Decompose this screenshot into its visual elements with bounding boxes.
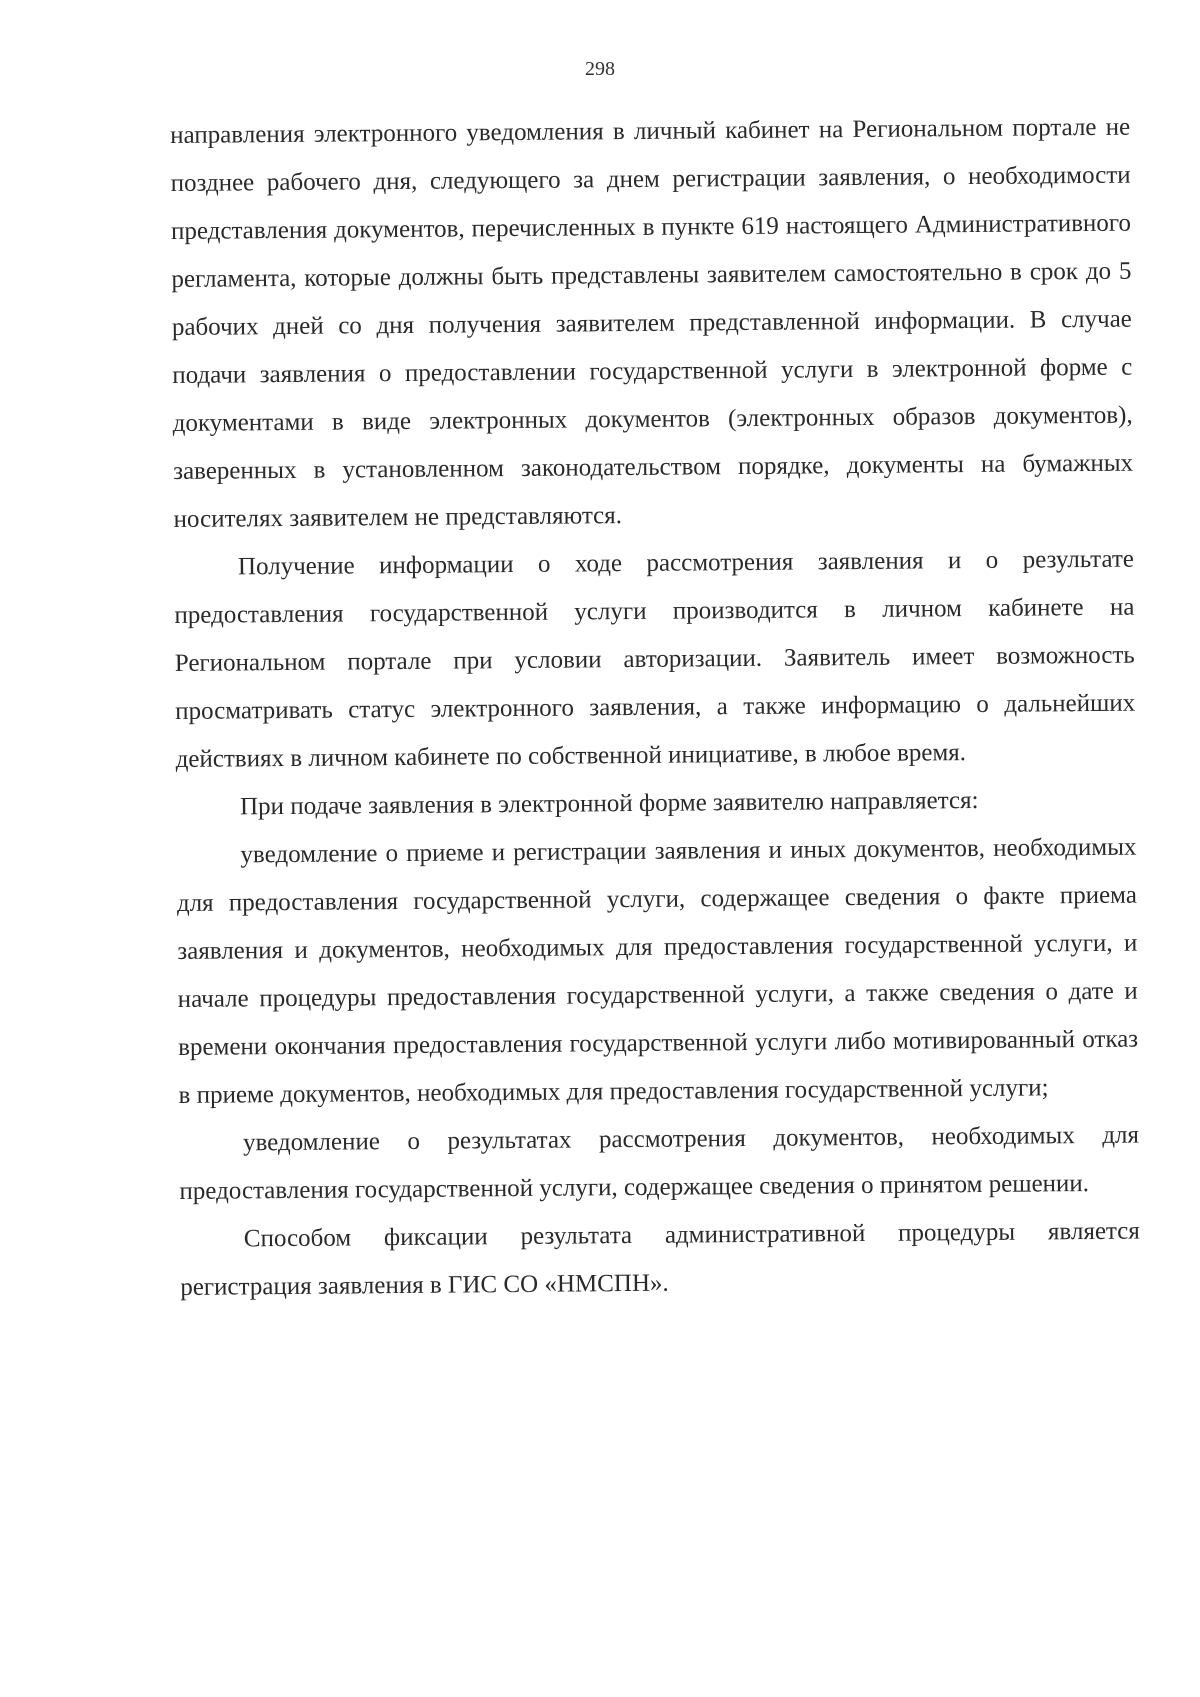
paragraph-status-information: Получение информации о ходе рассмотрения заявления и о результате предоставления государственной услуги производится в личном кабинете на Региональном портале при условии авторизации. Заявитель имеет возможность просматривать статус электронного заявления, а также информацию о дальнейших действиях в личном кабинете по собственной инициативе, в любое время. xyxy=(174,545,1136,773)
page-number: 298 xyxy=(585,58,615,80)
paragraph-electronic-notification: направления электронного уведомления в личный кабинет на Региональном портале не позднее рабочего дня, следующего за днем регистрации заявления, о необходимости представления документов, перечисленных в пункте 619 настоящего Административного регламента, которые должны быть представлены заявителем самостоятельно в срок до 5 рабочих дней со дня получения заявителем представленной информации. В случае подачи заявления о предоставлении государственной услуги в электронной форме с документами в виде электронных документов (электронных образов документов), заверенных в установленном законодательством порядке, документы на бумажных носителях заявителем не представляются. xyxy=(170,113,1134,533)
document-body xyxy=(170,104,1140,1312)
paragraph-fixation-method: Способом фиксации результата административной процедуры является регистрация заявления в ГИС СО «НМСПН». xyxy=(180,1217,1140,1301)
paragraph-receipt-notification: уведомление о приеме и регистрации заявления и иных документов, необходимых для предоставления государственной услуги, содержащее сведения о факте приема заявления и документов, необходимых для предоставления государственной услуги, и начале процедуры предоставления государственной услуги, а также сведения о дате и времени окончания предоставления государственной услуги либо мотивированный отказ в приеме документов, необходимых для предоставления государственной услуги; xyxy=(176,833,1139,1109)
paragraph-notifications-intro: При подаче заявления в электронной форме заявителю направляется: xyxy=(239,786,979,821)
paragraph-result-notification: уведомление о результатах рассмотрения документов, необходимых для предоставления государственной услуги, содержащее сведения о принятом решении. xyxy=(179,1121,1140,1205)
